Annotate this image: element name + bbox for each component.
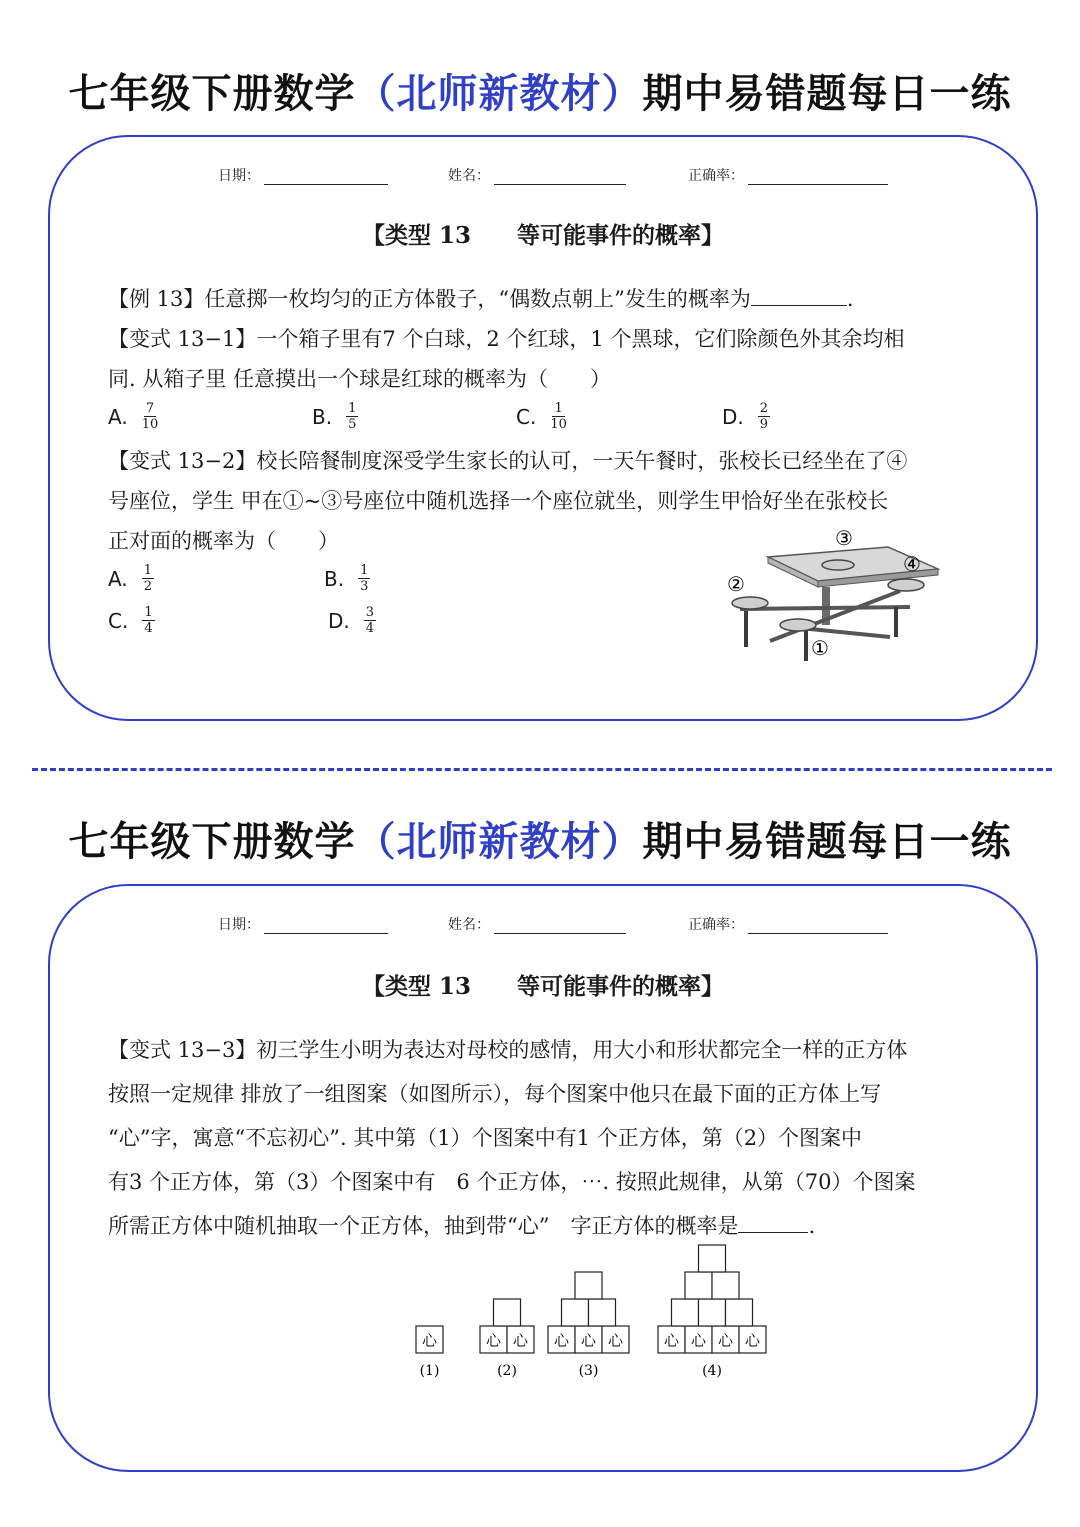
cube <box>589 1299 616 1326</box>
fraction: $\frac{1}{5}$ <box>348 401 357 432</box>
variant-1-line-2: 同. 从箱子里 任意摸出一个球是红球的概率为（ ） <box>108 367 612 391</box>
cube <box>685 1272 712 1299</box>
date-field[interactable]: 日期： <box>218 914 388 934</box>
seat-label-2: ② <box>727 572 745 596</box>
name-field[interactable]: 姓名： <box>448 165 626 185</box>
cube <box>712 1272 739 1299</box>
fraction: $\frac{1}{2}$ <box>143 563 152 594</box>
cube-heart-char: 心 <box>512 1331 529 1350</box>
variant-2-line-3: 正对面的概率为（ ） <box>108 529 339 553</box>
accuracy-field[interactable]: 正确率： <box>688 914 888 934</box>
fraction: $\frac{1}{10}$ <box>550 401 567 432</box>
seat-2 <box>732 597 768 609</box>
figure-label: (2) <box>497 1363 517 1379</box>
page-title: 七年级下册数学（北师新教材）期中易错题每日一练 <box>68 71 1012 117</box>
figure-label: (1) <box>419 1363 440 1379</box>
cube <box>699 1245 726 1272</box>
fraction: $\frac{1}{3}$ <box>360 563 369 594</box>
cube-heart-char: 心 <box>485 1331 502 1350</box>
seat-label-3: ③ <box>835 526 853 550</box>
fraction: $\frac{3}{4}$ <box>365 605 375 636</box>
fraction: $\frac{1}{4}$ <box>144 605 153 636</box>
fraction: $\frac{2}{9}$ <box>759 401 769 432</box>
option-c[interactable]: C. $\frac{1}{4}$ <box>108 605 153 636</box>
worksheet-card-2 <box>48 884 1038 1472</box>
cube-pattern-figure <box>350 1270 761 1386</box>
variant-2-line-2: 号座位，学生 甲在①~③号座位中随机选择一个座位就坐，则学生甲恰好坐在张校长 <box>108 489 889 513</box>
cube-heart-char: 心 <box>663 1331 680 1350</box>
seat-4 <box>888 579 924 591</box>
figure-label: (3) <box>578 1363 599 1379</box>
variant-3-line-4: 有3 个正方体，第（3）个图案中有 6 个正方体，⋯. 按照此规律，从第（70）个图案 <box>108 1170 916 1194</box>
cube-heart-char: 心 <box>421 1331 438 1350</box>
date-field[interactable]: 日期： <box>218 165 388 185</box>
cube-heart-char: 心 <box>744 1331 761 1350</box>
example-question: 【例 13】任意掷一枚均匀的正方体骰子，“偶数点朝上”发生的概率为 . <box>108 279 998 319</box>
section-type-title: 【类型 13 等可能事件的概率】 <box>361 222 724 249</box>
seat-label-1: ① <box>811 636 829 660</box>
cube <box>575 1272 602 1299</box>
option-a[interactable]: A. $\frac{7}{10}$ <box>108 401 159 432</box>
cube <box>494 1299 521 1326</box>
accuracy-field[interactable]: 正确率： <box>688 165 888 185</box>
answer-blank[interactable] <box>751 281 847 306</box>
cube <box>699 1299 726 1326</box>
option-b[interactable]: B. $\frac{1}{5}$ <box>312 401 357 432</box>
seat-label-4: ④ <box>903 552 921 576</box>
cube-heart-char: 心 <box>580 1331 597 1350</box>
answer-blank[interactable] <box>738 1208 808 1233</box>
name-field[interactable]: 姓名： <box>448 914 626 934</box>
variant-3-line-5: 所需正方体中随机抽取一个正方体，抽到带“心” 字正方体的概率是 . <box>108 1204 998 1248</box>
option-d[interactable]: D. $\frac{3}{4}$ <box>328 605 375 636</box>
variant-3-line-1: 【变式 13−3】初三学生小明为表达对母校的感情，用大小和形状都完全一样的正方体 <box>108 1038 908 1062</box>
variant-2-line-1: 【变式 13−2】校长陪餐制度深受学生家长的认可，一天午餐时，张校长已经坐在了④ <box>108 449 908 473</box>
variant-1-line-1: 【变式 13−1】一个箱子里有7 个白球，2 个红球，1 个黑球，它们除颜色外其余均相 <box>108 327 905 351</box>
cube <box>672 1299 699 1326</box>
page-separator <box>32 768 1052 771</box>
variant-3-line-2: 按照一定规律 排放了一组图案（如图所示），每个图案中他只在最下面的正方体上写 <box>108 1082 882 1106</box>
section-type-title: 【类型 13 等可能事件的概率】 <box>361 973 724 1000</box>
option-d[interactable]: D. $\frac{2}{9}$ <box>722 401 769 432</box>
cube <box>562 1299 589 1326</box>
seat-1 <box>780 619 816 631</box>
seat-3 <box>822 560 854 570</box>
cube-heart-char: 心 <box>607 1331 624 1350</box>
option-c[interactable]: C. $\frac{1}{10}$ <box>516 401 567 432</box>
cube <box>726 1299 753 1326</box>
cube-heart-char: 心 <box>717 1331 734 1350</box>
option-a[interactable]: A. $\frac{1}{2}$ <box>108 563 152 594</box>
figure-label: (4) <box>702 1363 722 1379</box>
option-b[interactable]: B. $\frac{1}{3}$ <box>324 563 369 594</box>
cube-heart-char: 心 <box>553 1331 570 1350</box>
worksheet-card-1 <box>48 135 1038 721</box>
canteen-table-figure <box>710 526 950 665</box>
page-title: 七年级下册数学（北师新教材）期中易错题每日一练 <box>68 819 1012 865</box>
cube-heart-char: 心 <box>690 1331 707 1350</box>
fraction: $\frac{7}{10}$ <box>141 401 159 432</box>
variant-3-line-3: “心”字，寓意“不忘初心”. 其中第（1）个图案中有1 个正方体，第（2）个图案中 <box>108 1126 863 1150</box>
